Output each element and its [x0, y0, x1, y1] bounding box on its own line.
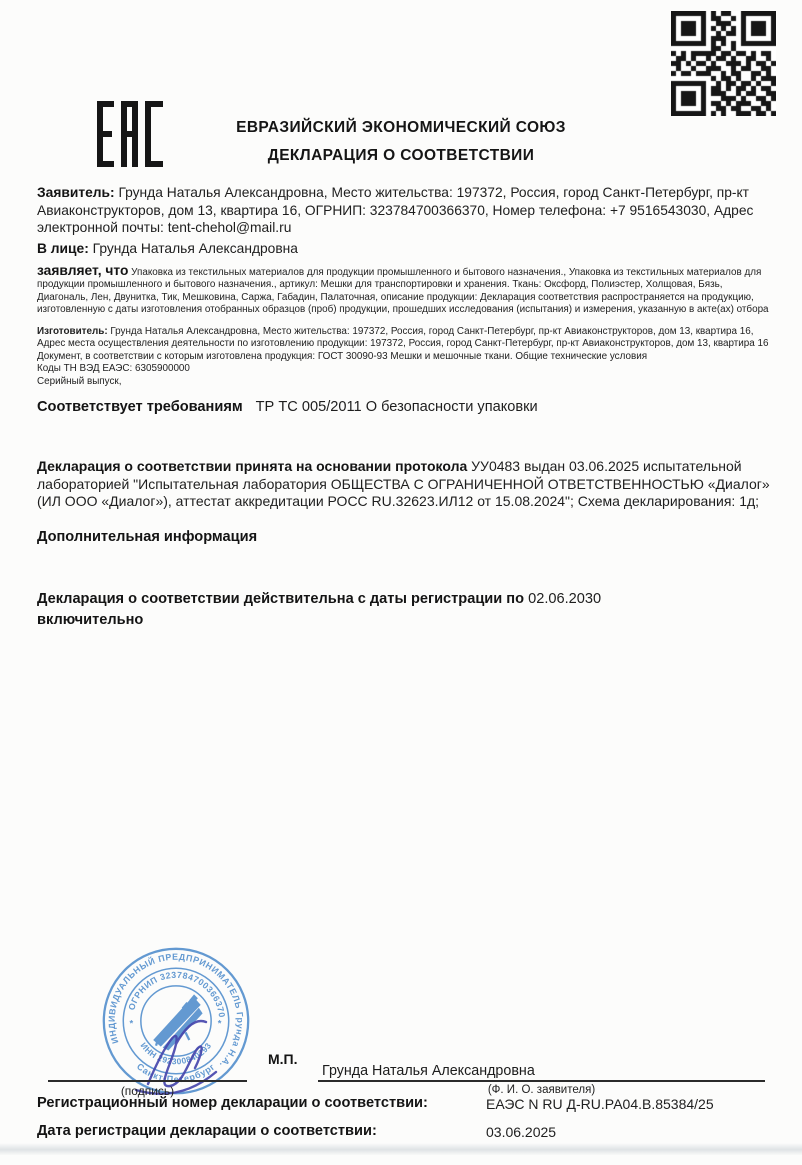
basis-paragraph [37, 458, 771, 511]
in-person-text: Грунда Наталья Александровна [88, 241, 298, 256]
signature-line [48, 1080, 247, 1082]
in-person-line [37, 240, 767, 258]
manufacturer-paragraph [37, 326, 773, 351]
name-line [318, 1080, 765, 1082]
applicant-text: Грунда Наталья Александровна, Место жительства: 197372, Россия, город Санкт-Петербург, пр-кт Авиаконструкторов, дом 13, квартира 16, ОГРНИП: 323784700366370, Номер телефона: +7 9516543030, Адрес электронной почты: tent-chehol@mail.ru [37, 185, 754, 236]
validity-label: Декларация о соответствии действительна с даты регистрации по [37, 591, 529, 607]
signature-caption: (подпись) [120, 1084, 175, 1098]
stamp-place-label: М.П. [268, 1051, 298, 1067]
registration-number-label: Регистрационный номер декларации о соответствии: [37, 1095, 428, 1111]
validity-date: 02.06.2030 [528, 591, 602, 607]
basis-label: Декларация о соответствии принята на основании протокола [37, 458, 468, 474]
tnved-codes-line: Коды ТН ВЭД ЕАЭС: 6305900000 [37, 363, 190, 375]
stamp-inner-bottom-text: ИНН 292300840293 [138, 1040, 214, 1067]
declares-label: заявляет, что [37, 263, 129, 278]
stamp-outer-bottom-text: Санкт-Петербург [134, 1061, 218, 1085]
stamp-outer-top-text: ИНДИВИДУАЛЬНЫЙ ПРЕДПРИНИМАТЕЛЬ Грунда Н.А. [106, 951, 246, 1071]
manufacture-document-line: Документ, в соответствии с которым изготовлена продукция: ГОСТ 30090-93 Мешки и мешочные ткани. Общие технические условия [37, 350, 648, 362]
basis-text: УУ0483 выдан 03.06.2025 испытательной лабораторией "Испытательная лаборатория ОБЩЕСТВА С ОГРАНИЧЕННОЙ ОТВЕТСТВЕННОСТЬЮ «Диалог» (ИЛ ООО «Диалог»), аттестат аккредитации РОСС RU.32623.ИЛ12 от 15.08.2024"; Схема декларирования: 1д; [37, 458, 770, 510]
applicant-name: Грунда Наталья Александровна [322, 1063, 535, 1079]
stamp-separator-left: * [129, 1018, 134, 1030]
name-caption: (Ф. И. О. заявителя) [487, 1084, 596, 1096]
declares-text: Упаковка из текстильных материалов для продукции промышленного и бытового назначения., Упаковка из текстильных материалов для продукции промышленного и бытового назначения., артикул: Мешки для транспортировки и хранения. Ткань: Оксфорд, Полиэстер, Холщовая, Бязь, Диагональ, Лен, Двунитка, Тик, Мешковина, Саржа, Габадин, Палаточная, описание продукции: Декларация соответствия распространяется на продукцию, изготовленную с даты изготовления отобранных образцов (проб) продукции, прошедших исследования (испытания) и измерения, указанную в акте(ах) отбора [37, 267, 769, 316]
registration-number-value: ЕАЭС N RU Д-RU.РА04.В.85384/25 [486, 1096, 714, 1112]
registration-date-label: Дата регистрации декларации о соответствии: [37, 1123, 377, 1139]
complies-label: Соответствует требованиям [37, 399, 243, 415]
complies-line [37, 399, 777, 415]
applicant-label: Заявитель: [37, 185, 115, 200]
additional-info-heading: Дополнительная информация [37, 529, 258, 545]
page-title: ЕВРАЗИЙСКИЙ ЭКОНОМИЧЕСКИЙ СОЮЗ [236, 119, 566, 136]
manufacturer-text: Грунда Наталья Александровна, Место жительства: 197372, Россия, город Санкт-Петербург, пр-кт Авиаконструкторов, дом 13, квартира 16, Адрес места осуществления деятельности по изготовлению продукции: 197372, Россия, город Санкт-Петербург, пр-кт Авиаконструкторов, дом 13, квартира 16 [37, 326, 769, 350]
scan-shadow-band [0, 1143, 802, 1155]
stamp-inner-top-text: ОГРНИП 323784700366370 [126, 969, 228, 1019]
validity-suffix: включительно [37, 612, 144, 628]
stamp-separator-right: * [217, 1018, 222, 1030]
serial-issue-line: Серийный выпуск, [37, 375, 122, 387]
complies-value: ТР ТС 005/2011 О безопасности упаковки [255, 399, 538, 415]
manufacturer-block [37, 326, 773, 388]
qr-code-icon [671, 11, 777, 117]
registration-date-value: 03.06.2025 [486, 1124, 557, 1140]
validity-paragraph [37, 589, 779, 631]
declares-paragraph [37, 265, 773, 317]
in-person-label: В лице: [37, 241, 89, 256]
applicant-paragraph [37, 184, 767, 237]
page-subtitle: ДЕКЛАРАЦИЯ О СООТВЕТСТВИИ [267, 147, 535, 164]
manufacturer-label: Изготовитель: [37, 326, 108, 337]
